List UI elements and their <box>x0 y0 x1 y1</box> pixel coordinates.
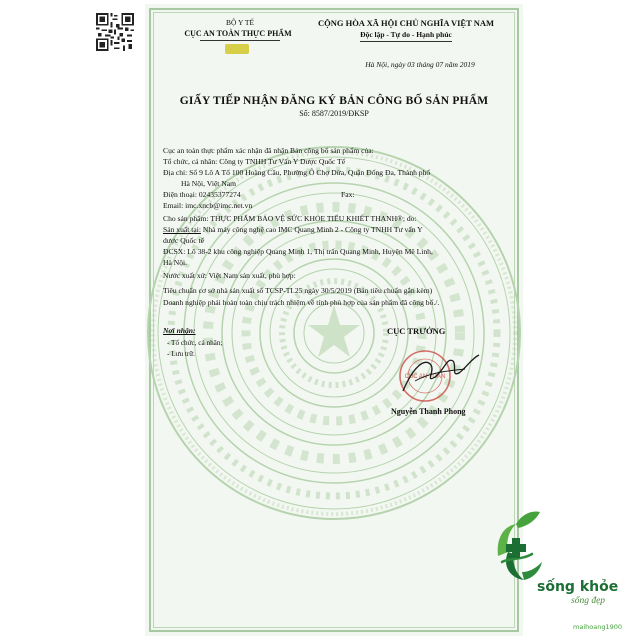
origin-line: Nước xuất xứ: Việt Nam sản xuất, phù hợp: <box>163 271 296 280</box>
signer-name: Nguyễn Thanh Phong <box>391 407 466 416</box>
responsibility-line: Doanh nghiệp phải hoàn toàn chịu trách nhiệm về tính phù hợp của sản phẩm đã công bố./. <box>163 298 440 307</box>
stamp-text: CỤC AN TOÀN <box>404 374 446 380</box>
brand-slogan: sống đẹp <box>571 596 606 606</box>
producer-value: Nhà máy công nghệ cao IMC Quang Minh 2 - Công ty TNHH Tư vấn Y <box>202 225 423 234</box>
issue-date: Hà Nội, ngày 03 tháng 07 năm 2019 <box>365 60 475 69</box>
health-cross-logo-icon <box>488 508 544 584</box>
address-line-2: Hà Nội, Việt Nam <box>181 179 237 188</box>
producer-label: Sản xuất tại: <box>163 225 201 234</box>
watermark-text: maihoang1900 <box>573 623 622 631</box>
agency-seal <box>225 44 249 54</box>
org-label: Tổ chức, cá nhân: <box>163 157 218 166</box>
motto-underline <box>360 41 452 42</box>
recipients-label: Nơi nhận: <box>163 326 196 335</box>
product-value: THỰC PHẨM BẢO VỆ SỨC KHỎE TIỂU KHIẾT THANH®; do: <box>210 214 417 223</box>
recipient-item: - Tổ chức, cá nhân; <box>167 339 223 347</box>
agency-underline <box>200 40 280 41</box>
document-number: Số: 8587/2019/ĐKSP <box>299 109 369 118</box>
signer-position: CỤC TRƯỞNG <box>387 326 446 336</box>
org-line <box>163 158 345 166</box>
certificate-document <box>145 4 523 636</box>
email-label: Email: <box>163 201 184 210</box>
national-motto: Độc lập - Tự do - Hạnh phúc <box>360 30 452 39</box>
brand-name: sống khỏe <box>537 579 619 595</box>
dcsx-label: ĐCSX: <box>163 247 186 256</box>
bronze-drum-pattern <box>145 143 523 523</box>
dcsx-line-2: Hà Nội. <box>163 258 188 267</box>
agency-name: CỤC AN TOÀN THỰC PHẨM <box>184 29 292 38</box>
address-value: Số 9 Lô A Tổ 100 Hoàng Cầu, Phường Ô Chợ Dừa, Quận Đống Đa, Thành phố <box>189 168 431 177</box>
phone-value: 02435377274 <box>198 190 241 199</box>
producer-line <box>163 226 423 234</box>
national-title: CỘNG HÒA XÃ HỘI CHỦ NGHĨA VIỆT NAM <box>317 18 495 28</box>
standard-line: Tiêu chuẩn cơ sở nhà sản xuất số TCSP-TI.25 ngày 30/5/2019 (Bản tiêu chuẩn gắn kèm) <box>163 286 433 295</box>
org-value: Công ty TNHH Tư Vấn Y Dược Quốc Tế <box>219 157 346 166</box>
fax-label: Fax: <box>341 190 355 199</box>
address-line <box>163 169 430 177</box>
dcsx-line <box>163 248 433 256</box>
dcsx-value: Lô 38-2 khu công nghiệp Quang Minh 1, Thị trấn Quang Minh, Huyện Mê Linh, <box>187 247 433 256</box>
address-label: Địa chỉ: <box>163 168 188 177</box>
email-line <box>163 202 252 210</box>
product-label: Cho sản phẩm: <box>163 214 209 223</box>
recipient-item: - Lưu trữ. <box>167 350 195 358</box>
phone-line <box>163 191 241 199</box>
producer-line-2: dược Quốc tế <box>163 236 205 245</box>
phone-label: Điện thoại: <box>163 190 197 199</box>
ministry-name: BỘ Y TẾ <box>225 18 255 27</box>
document-title: GIẤY TIẾP NHẬN ĐĂNG KÝ BẢN CÔNG BỐ SẢN PHẨM <box>179 95 489 107</box>
stamp-and-signature <box>395 347 485 405</box>
product-line <box>163 215 417 223</box>
qr-code-icon <box>96 13 134 51</box>
email-value: imc.xncb@imc.net.vn <box>185 201 253 210</box>
intro-text: Cục an toàn thực phẩm xác nhận đã nhận Bản công bố sản phẩm của: <box>163 146 374 155</box>
